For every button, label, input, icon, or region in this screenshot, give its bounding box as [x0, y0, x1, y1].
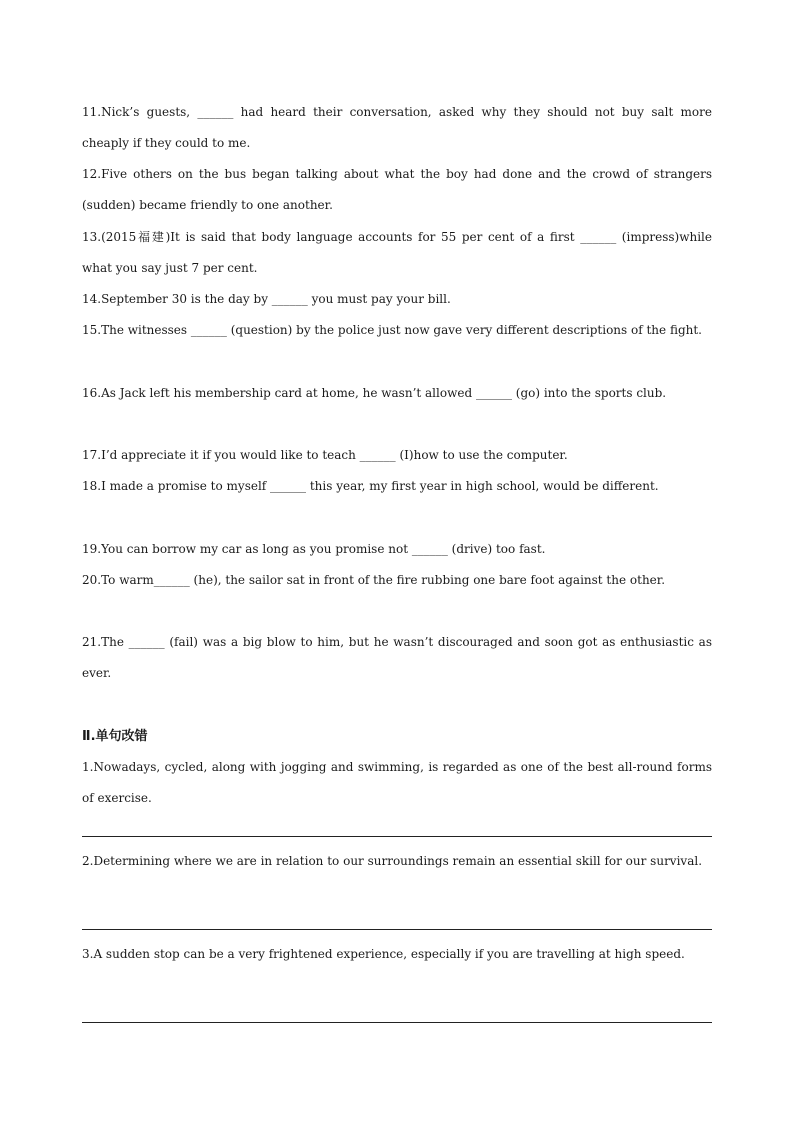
question-13: 13.(2015福建)It is said that body language accounts for 55 per cent of a first ______ (impress)while what you say just 7 per cent.	[82, 230, 712, 275]
section-title: Ⅱ.单句改错	[82, 729, 148, 744]
answer-line-3[interactable]	[82, 1022, 712, 1023]
question-12: 12.Five others on the bus began talking about what the boy had done and the crowd of strangers (sudden) became friendly to one another.	[82, 167, 712, 212]
question-19: 19.You can borrow my car as long as you promise not ______ (drive) too fast.	[82, 542, 546, 556]
question-21: 21.The ______ (fail) was a big blow to him, but he wasn’t discouraged and soon got as enthusiastic as ever.	[82, 635, 712, 680]
question-14: 14.September 30 is the day by ______ you must pay your bill.	[82, 292, 451, 306]
question-11: 11.Nick’s guests, ______ had heard their conversation, asked why they should not buy salt more cheaply if they could to me.	[82, 105, 712, 150]
correction-1: 1.Nowadays, cycled, along with jogging and swimming, is regarded as one of the best all-round forms of exercise.	[82, 760, 712, 805]
correction-2: 2.Determining where we are in relation to our surroundings remain an essential skill for our survival.	[82, 854, 703, 868]
answer-line-2[interactable]	[82, 929, 712, 930]
question-16: 16.As Jack left his membership card at home, he wasn’t allowed ______ (go) into the sports club.	[82, 386, 667, 400]
question-18: 18.I made a promise to myself ______ this year, my first year in high school, would be different.	[82, 479, 659, 493]
correction-3: 3.A sudden stop can be a very frightened experience, especially if you are travelling at high speed.	[82, 947, 685, 961]
question-15: 15.The witnesses ______ (question) by the police just now gave very different descriptions of the fight.	[82, 323, 702, 337]
answer-line-1[interactable]	[82, 836, 712, 837]
question-20: 20.To warm______ (he), the sailor sat in front of the fire rubbing one bare foot against the other.	[82, 573, 666, 587]
question-17: 17.I’d appreciate it if you would like to teach ______ (I)how to use the computer.	[82, 448, 568, 462]
